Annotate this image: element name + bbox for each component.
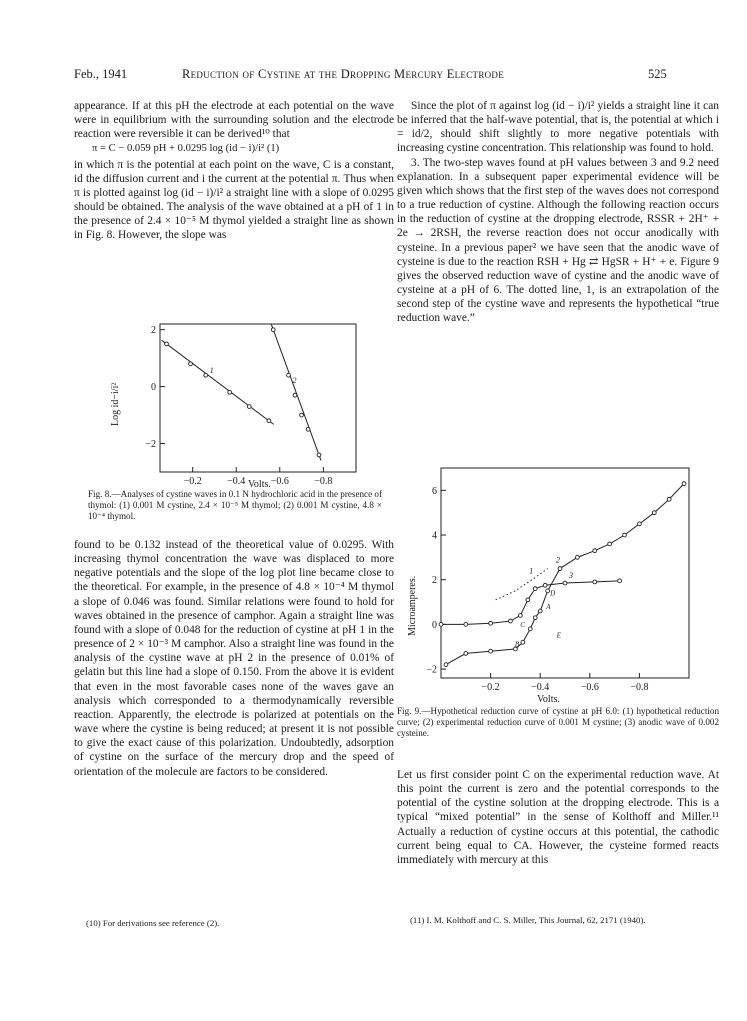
data-point bbox=[593, 549, 597, 553]
fig8-xlabel: Volts. bbox=[248, 479, 271, 488]
x-tick-label: −0.4 bbox=[531, 682, 550, 693]
page-number: 525 bbox=[648, 67, 667, 81]
data-point bbox=[464, 652, 468, 656]
series-line bbox=[162, 340, 274, 424]
data-point bbox=[563, 581, 567, 585]
data-point bbox=[189, 362, 193, 366]
y-tick-label: −2 bbox=[426, 664, 437, 676]
data-point bbox=[538, 609, 542, 613]
fig9-caption: Fig. 9.—Hypothetical reduction curve of cystine at pH 6.0: (1) hypothetical reduction curve; (2) experimental reduction curve of 0.001 M cystine; (3) anodic wave of 0.002 cysteine. bbox=[397, 706, 719, 739]
running-header-date: Feb., 1941 bbox=[74, 67, 128, 81]
point-label: D bbox=[550, 589, 556, 598]
data-point bbox=[546, 589, 550, 593]
point-label: C bbox=[520, 620, 525, 629]
fig9-frame bbox=[441, 468, 689, 678]
y-tick-label: 0 bbox=[432, 619, 437, 631]
y-tick-label: −2 bbox=[145, 439, 156, 451]
y-tick-label: 4 bbox=[432, 530, 437, 542]
y-tick-label: 6 bbox=[432, 485, 437, 497]
data-point bbox=[293, 393, 297, 397]
fig8-y-axis-label bbox=[110, 383, 121, 426]
data-point bbox=[533, 587, 537, 591]
data-point bbox=[638, 522, 642, 526]
data-point bbox=[623, 533, 627, 537]
footnote-11: (11) I. M. Kolthoff and C. S. Miller, This Journal, 62, 2171 (1940). bbox=[410, 915, 646, 925]
y-tick-label: 2 bbox=[151, 325, 156, 337]
fig9-ylabel: Microamperes. bbox=[407, 575, 418, 636]
data-point bbox=[576, 555, 580, 559]
fig8-ylabel: Log id−i/i² bbox=[110, 382, 121, 426]
left-column-lower bbox=[74, 538, 394, 779]
fig9-xlabel: Volts. bbox=[537, 694, 560, 704]
data-point bbox=[682, 482, 686, 486]
data-point bbox=[518, 614, 522, 618]
data-point bbox=[533, 616, 537, 620]
series-label: 2 bbox=[556, 555, 561, 565]
data-point bbox=[667, 497, 671, 501]
series-line bbox=[446, 484, 684, 665]
series-line bbox=[441, 581, 620, 625]
data-point bbox=[267, 419, 271, 423]
data-point bbox=[306, 427, 310, 431]
paragraph: found to be 0.132 instead of the theoretical value of 0.0295. With increasing thymol concentration the wave was displaced to more negative potentials and the slope of the log plot line became close to the theoretical. For example, in the presence of 4.8 × 10⁻⁴ M thymol a slope of 0.046 was found. Similar relations were found to hold for waves obtained in the presence of camphor. Again a straight line was found with a slope of 0.048 for the reduction of cystine at pH 1 in the presence of 2 × 10⁻³ M camphor. Also a straight line was found in the analysis of the cystine wave at pH 2 in the presence of 0.01% of gelatin but this line had a slope of 0.150. From the above it is evident that even in the most favorable cases none of the waves gave an analysis which corresponded to a thermodynamically reversible reaction. Apparently, the electrode is polarized at potentials on the wave where the cystine is being reduced; at present it is not possible to give the exact cause of this polarization. Undoubtedly, adsorption of cystine on the surface of the mercury drop and the speed of orientation of the molecule are factors to be considered. bbox=[74, 539, 394, 778]
data-point bbox=[608, 542, 612, 546]
right-column-lower bbox=[397, 768, 719, 867]
data-point bbox=[165, 342, 169, 346]
data-point bbox=[618, 579, 622, 583]
footnote-10: (10) For derivations see reference (2). bbox=[86, 918, 220, 928]
x-tick-label: −0.6 bbox=[580, 682, 599, 693]
x-tick-label: −0.6 bbox=[270, 476, 289, 487]
paragraph: Let us first consider point C on the experimental reduction wave. At this point the current is zero and the potential corresponds to the potential of the cystine solution at the dropping electrode. This is a typical “mixed potential” in the sense of Kolthoff and Miller.¹¹ Actually a reduction of cystine occurs at this potential, the cathodic current being equal to CA. However, the cysteine formed reacts immediately with mercury at this bbox=[397, 769, 719, 866]
data-point bbox=[489, 649, 493, 653]
data-point bbox=[271, 328, 275, 332]
fig8-caption: Fig. 8.—Analyses of cystine waves in 0.1 N hydrochloric acid in the presence of thymol: (1) 0.001 M cystine, 2.4 × 10⁻⁵ M thymol; (2) 0.001 M cystine, 4.8 × 10⁻⁴ thymol. bbox=[88, 489, 382, 522]
paragraph: Since the plot of π against log (id − i)/i² yields a straight line it can be inferred that the half-wave potential, that is, the potential at which i = id/2, should shift slightly to more negative potentials with increasing cystine concentration. This relationship was found to hold. bbox=[397, 100, 719, 155]
data-point bbox=[247, 405, 251, 409]
series-label: 2 bbox=[292, 376, 297, 386]
figure-8 bbox=[74, 318, 394, 488]
point-label: E bbox=[556, 631, 561, 640]
data-point bbox=[444, 663, 448, 667]
x-tick-label: −0.8 bbox=[630, 682, 649, 693]
running-header-title: Reduction of Cystine at the Dropping Mercury Electrode bbox=[182, 67, 505, 81]
fig8-frame bbox=[160, 324, 356, 472]
point-label: B bbox=[514, 640, 520, 649]
point-label: A bbox=[546, 602, 551, 611]
data-point bbox=[652, 511, 656, 515]
data-point bbox=[287, 373, 291, 377]
paragraph: 3. The two-step waves found at pH values between 3 and 9.2 need explanation. In a subsequent paper experimental evidence will be given which shows that the first step of the waves does not correspond to a true reduction of cystine. Although the following reaction occurs in the reduction of cystine at the dropping electrode, RSSR + 2H⁺ + 2e → 2RSH, the reverse reaction does not occur anodically with cysteine. In a previous paper² we have seen that the anodic wave of cysteine is due to the reaction RSH + Hg ⇄ HgSR + H⁺ + e. Figure 9 gives the observed reduction wave of cystine and the anodic wave of cysteine at a pH of 6. The dotted line, 1, is an extrapolation of the second step of the cystine wave and represents the hypothetical “true reduction wave.” bbox=[397, 156, 719, 325]
data-point bbox=[204, 373, 208, 377]
figure-9 bbox=[397, 464, 719, 704]
series-line bbox=[271, 324, 321, 461]
series-label: 3 bbox=[569, 571, 573, 581]
fig8-marks bbox=[162, 324, 321, 461]
series-label: 1 bbox=[209, 366, 214, 376]
data-point bbox=[489, 621, 493, 625]
data-point bbox=[300, 413, 304, 417]
data-point bbox=[317, 453, 321, 457]
y-tick-label: 2 bbox=[432, 575, 437, 587]
paragraph: appearance. If at this pH the electrode at each potential on the wave were in equilibrium with the surrounding solution and the electrode reaction were reversible it can be derived¹⁰ that bbox=[74, 100, 394, 141]
left-column-top bbox=[74, 99, 394, 243]
x-tick-label: −0.8 bbox=[314, 476, 333, 487]
data-point bbox=[528, 627, 532, 631]
equation-1: π = C − 0.059 pH + 0.0295 log (id − i)/i² (1) bbox=[92, 143, 280, 155]
data-point bbox=[509, 619, 513, 623]
x-tick-label: −0.2 bbox=[481, 682, 500, 693]
data-point bbox=[439, 622, 443, 626]
fig9-marks bbox=[439, 482, 686, 667]
series-line bbox=[496, 569, 548, 600]
x-tick-label: −0.2 bbox=[183, 476, 202, 487]
right-column-top bbox=[397, 99, 719, 326]
data-point bbox=[464, 622, 468, 626]
data-point bbox=[521, 640, 525, 644]
data-point bbox=[543, 583, 547, 587]
data-point bbox=[593, 580, 597, 584]
series-label: 1 bbox=[529, 566, 534, 576]
data-point bbox=[228, 390, 232, 394]
x-tick-label: −0.4 bbox=[227, 476, 246, 487]
paragraph: in which π is the potential at each point on the wave, C is a constant, id the diffusion current and i the current at the potential π. Thus when π is plotted against log (id − i)/i² a straight line with a slope of 0.0295 should be obtained. The analysis of the wave obtained at a pH of 1 in the presence of 2.4 × 10⁻⁵ M thymol yielded a straight line as shown in Fig. 8. However, the slope was bbox=[74, 158, 394, 242]
data-point bbox=[526, 598, 530, 602]
y-tick-label: 0 bbox=[151, 382, 156, 394]
data-point bbox=[558, 567, 562, 571]
